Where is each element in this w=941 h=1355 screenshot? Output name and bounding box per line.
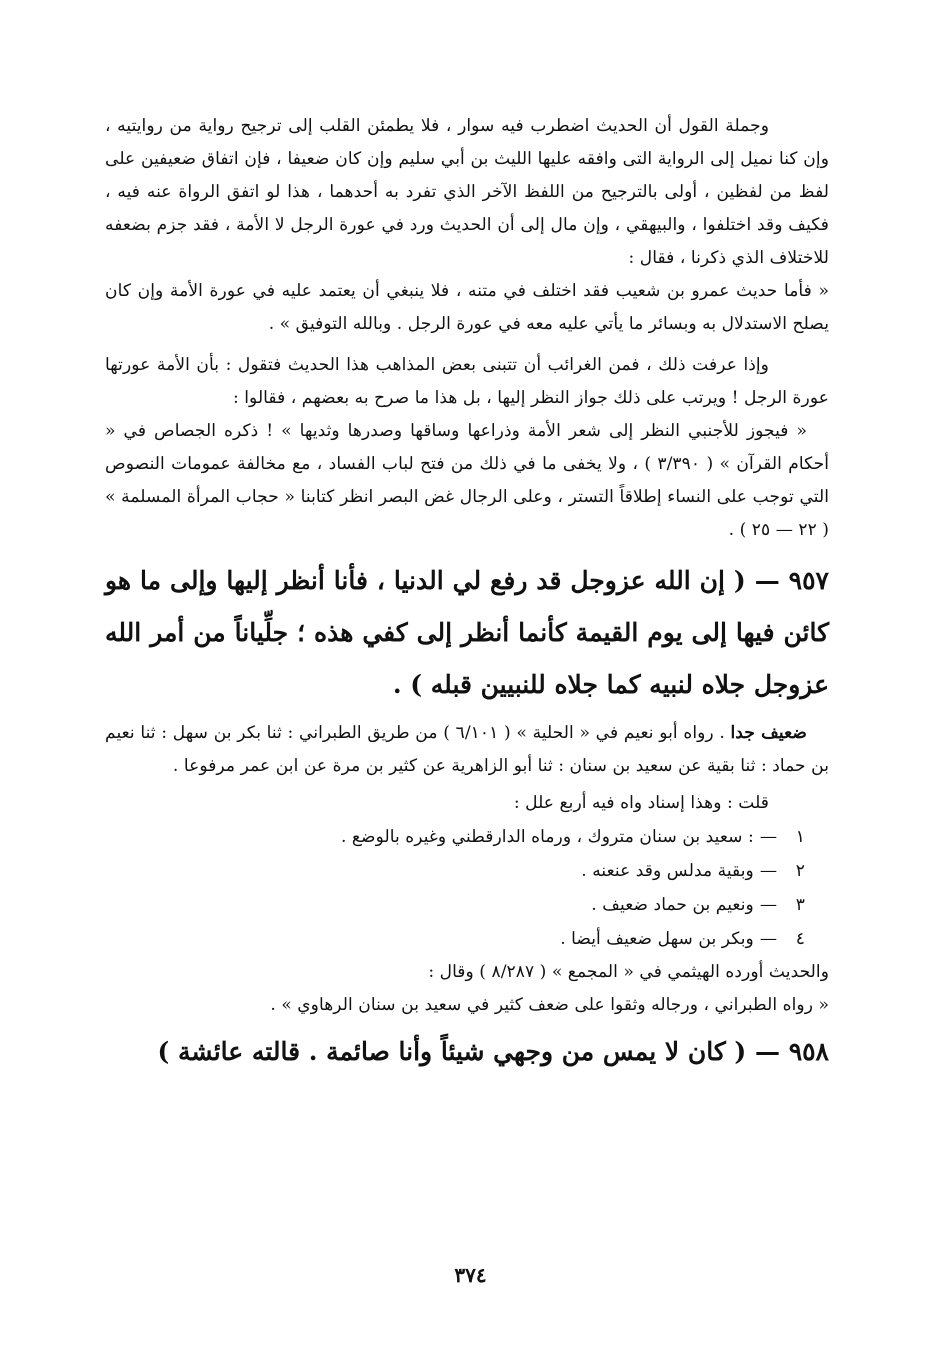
defect-text: : سعيد بن سنان متروك ، ورماه الدارقطني وغيره بالوضع . (340, 827, 754, 847)
defect-dash: — (759, 895, 777, 915)
defect-text: ونعيم بن حماد ضعيف . (591, 895, 754, 915)
page-body (105, 110, 829, 1084)
hadith-grade: ضعيف جدا (730, 723, 807, 743)
defects-section (105, 787, 829, 1022)
hadith-number: ٩٥٧ (788, 566, 829, 595)
discussion-paragraph-2 (105, 349, 829, 547)
takhrij-text: . رواه أبو نعيم في « الحلية » ( ٦/١٠١ ) من طريق الطبراني : ثنا بكر بن سهل : ثنا نعيم بن حماد : ثنا بقية عن سعيد بن سنان : ثنا أبو الزاهرية عن كثير بن مرة عن ابن عمر مرفوعا . (105, 723, 829, 776)
hadith-text: ( إن الله عزوجل قد رفع لي الدنيا ، فأنا أنظر إليها وإلى ما هو كائن فيها إلى يوم القيمة كأنما أنظر إلى كفي هذه ؛ جلِّياناً من أمر الله عزوجل جلاه لنبيه كما جلاه للنبيين قبله ) . (105, 566, 829, 699)
defect-dash: — (759, 827, 777, 847)
defect-number: ٣ (795, 895, 805, 915)
defect-text: وبكر بن سهل ضعيف أيضا . (560, 929, 754, 949)
bayhaqi-quote: « فأما حديث عمرو بن شعيب فقد اختلف في متنه ، فلا ينبغي أن يعتمد عليه في عورة الأمة وإن كان يصلح الاستدلال به وبسائر ما يأتي عليه معه في عورة الرجل . وبالله التوفيق » . (105, 281, 829, 334)
discussion-text: وإذا عرفت ذلك ، فمن الغرائب أن تتبنى بعض المذاهب هذا الحديث فتقول : بأن الأمة عورتها عورة الرجل ! ويرتب على ذلك جواز النظر إليها ، بل هذا ما صرح به بعضهم ، فقالوا : (105, 355, 829, 408)
defects-list (105, 820, 805, 956)
jassas-quote: « فيجوز للأجنبي النظر إلى شعر الأمة وذراعها وساقها وصدرها وثديها » ! ذكره الجصاص في « أحكام القرآن » ( ٣/٣٩٠ ) ، ولا يخفى ما في ذلك من فتح لباب الفساد ، مع مخالفة عمومات النصوص التي توجب على النساء إطلاقاً التستر ، وعلى الرجال غض البصر انظر كتابنا « حجاب المرأة المسلمة » ( ٢٢ — ٢٥ ) . (105, 421, 829, 540)
discussion-text: وجملة القول أن الحديث اضطرب فيه سوار ، فلا يطمئن القلب إلى ترجيح رواية من روايتيه ، وإن كنا نميل إلى الرواية التى وافقه عليها الليث بن أبي سليم وإن كان ضعيفا ، فإن اتفاق ضعيفين على لفظ من لفظين ، أولى بالترجيح من اللفظ الآخر الذي تفرد به أحدهما ، هذا لو اتفق الرواة عنه فيه ، فكيف وقد اختلفوا ، والبيهقي ، وإن مال إلى أن الحديث ورد في عورة الرجل لا الأمة ، فقد جزم بضعفه للاختلاف الذي ذكرنا ، فقال : (105, 116, 829, 268)
defect-item (105, 854, 805, 888)
defects-intro: قلت : وهذا إسناد واه فيه أربع علل : (513, 793, 769, 813)
defect-number: ٢ (795, 861, 805, 881)
hadith-number: ٩٥٨ (788, 1037, 829, 1066)
defect-item (105, 820, 805, 854)
hadith-dash: — (754, 1037, 780, 1066)
defect-dash: — (759, 861, 777, 881)
defect-text: وبقية مدلس وقد عنعنه . (581, 861, 754, 881)
hadith-text: ( كان لا يمس من وجهي شيئاً وأنا صائمة . قالته عائشة ) (157, 1037, 747, 1066)
defect-item (105, 888, 805, 922)
defect-number: ١ (795, 827, 805, 847)
defect-dash: — (759, 929, 777, 949)
haythami-note: والحديث أورده الهيثمي في « المجمع » ( ٨/٢٨٧ ) وقال : (428, 962, 829, 982)
hadith-957 (105, 555, 829, 711)
page-number: ٣٧٤ (454, 1263, 487, 1287)
haythami-quote: « رواه الطبراني ، ورجاله وثقوا على ضعف كثير في سعيد بن سنان الرهاوي » . (270, 995, 829, 1015)
defect-item (105, 922, 805, 956)
grading-957 (105, 717, 829, 783)
hadith-dash: — (754, 566, 780, 595)
defect-number: ٤ (795, 929, 805, 949)
hadith-958 (105, 1026, 829, 1078)
discussion-paragraph-1 (105, 110, 829, 341)
